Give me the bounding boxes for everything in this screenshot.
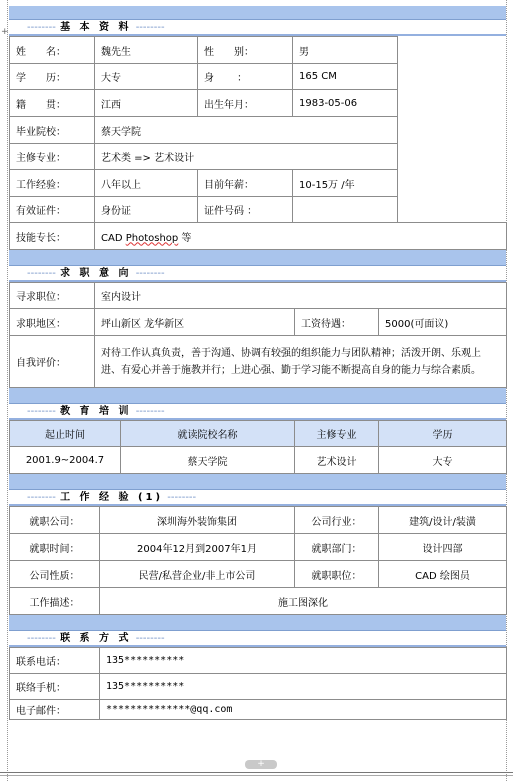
edu-section-title: -------- 教 育 培 训 -------- [9,404,506,420]
company-nature-label: 公司性质： [10,561,100,588]
edu-period[interactable]: 2001.9~2004.7 [10,447,121,474]
right-page-margin [506,0,513,781]
height-value[interactable]: 165 CM [293,64,398,90]
salary-value[interactable]: 10-15万 /年 [293,170,398,197]
mobile-value[interactable]: 135********** [100,674,507,700]
experience-value[interactable]: 八年以上 [95,170,198,197]
work-section-title: -------- 工 作 经 验 (1) -------- [9,490,506,506]
table-row [10,674,507,700]
work-desc-value[interactable]: 施工图深化 [100,588,507,615]
work-time-value[interactable]: 2004年12月到2007年1月 [100,534,295,561]
job-title-value[interactable]: CAD 绘图员 [379,561,507,588]
intent-section-title: -------- 求 职 意 向 -------- [9,266,506,282]
table-header-row [10,421,507,447]
gender-label: 性 别： [198,37,293,64]
school-value[interactable]: 蔡天学院 [95,117,398,144]
left-page-margin [0,0,8,781]
major-label: 主修专业： [10,144,95,170]
birth-label: 出生年月： [198,90,293,117]
mobile-label: 联络手机： [10,674,100,700]
table-row [10,336,507,388]
edu-major[interactable]: 艺术设计 [295,447,379,474]
table-row [10,648,507,674]
expected-salary-value[interactable]: 5000(可面议) [379,309,507,336]
table-row [10,309,507,336]
name-value[interactable]: 魏先生 [95,37,198,64]
basic-info-table [9,36,507,250]
page-bottom-rule [0,775,513,776]
edu-school[interactable]: 蔡天学院 [121,447,295,474]
section-band [9,6,506,20]
edu-header-degree: 学历 [379,421,507,447]
company-nature-value[interactable]: 民营/私营企业/非上市公司 [100,561,295,588]
contact-section-title: -------- 联 系 方 式 -------- [9,631,506,647]
photo-area [398,37,507,223]
section-band [9,388,506,404]
height-label: 身 ： [198,64,293,90]
id-type-label: 有效证件： [10,197,95,223]
department-value[interactable]: 设计四部 [379,534,507,561]
section-band [9,615,506,631]
self-eval-value[interactable]: 对待工作认真负责，善于沟通、协调有较强的组织能力与团队精神；活泼开朗、乐观上进、有爱心并善于施教并行；上进心强、勤于学习能不断提高自身的能力与综合素质。 [95,336,507,388]
table-row [10,561,507,588]
industry-label: 公司行业： [295,507,379,534]
table-row [10,507,507,534]
expected-salary-label: 工资待遇： [295,309,379,336]
table-row [10,283,507,309]
work-table [9,506,507,615]
intent-table [9,282,507,388]
basic-section-title: -------- 基 本 资 料 -------- [9,20,506,36]
department-label: 就职部门： [295,534,379,561]
resume-document [9,6,506,720]
table-row [10,700,507,720]
table-row [10,447,507,474]
company-value[interactable]: 深圳海外装饰集团 [100,507,295,534]
job-title-label: 就职职位： [295,561,379,588]
edu-degree[interactable]: 大专 [379,447,507,474]
skills-label: 技能专长： [10,223,95,250]
area-value[interactable]: 坪山新区 龙华新区 [95,309,295,336]
id-type-value[interactable]: 身份证 [95,197,198,223]
birth-value[interactable]: 1983-05-06 [293,90,398,117]
education-table [9,420,507,474]
education-value[interactable]: 大专 [95,64,198,90]
work-desc-label: 工作描述： [10,588,100,615]
school-label: 毕业院校： [10,117,95,144]
table-resize-handle-icon[interactable]: + [245,760,277,769]
table-row [10,534,507,561]
self-eval-label: 自我评价： [10,336,95,388]
id-number-label: 证件号码 ： [198,197,293,223]
section-band [9,474,506,490]
area-label: 求职地区： [10,309,95,336]
edu-header-school: 就读院校名称 [121,421,295,447]
email-label: 电子邮件： [10,700,100,720]
experience-label: 工作经验： [10,170,95,197]
origin-value[interactable]: 江西 [95,90,198,117]
position-value[interactable]: 室内设计 [95,283,507,309]
major-value[interactable]: 艺术类 => 艺术设计 [95,144,398,170]
table-row [10,37,507,64]
name-label: 姓 名： [10,37,95,64]
education-label: 学 历： [10,64,95,90]
position-label: 寻求职位： [10,283,95,309]
edu-header-major: 主修专业 [295,421,379,447]
email-value[interactable]: **************@qq.com [100,700,507,720]
section-band [9,250,506,266]
table-row [10,588,507,615]
id-number-value[interactable] [293,197,398,223]
work-time-label: 就职时间： [10,534,100,561]
phone-label: 联系电话： [10,648,100,674]
contact-table [9,647,507,720]
company-label: 就职公司： [10,507,100,534]
edu-header-period: 起止时间 [10,421,121,447]
page-bottom-rule [0,772,513,773]
gender-value[interactable]: 男 [293,37,398,64]
table-move-handle-icon[interactable]: + [1,27,9,37]
phone-value[interactable]: 135********** [100,648,507,674]
salary-label: 目前年薪： [198,170,293,197]
industry-value[interactable]: 建筑/设计/装潢 [379,507,507,534]
skills-value[interactable]: CAD Photoshop 等 [95,223,507,250]
origin-label: 籍 贯： [10,90,95,117]
table-row [10,223,507,250]
